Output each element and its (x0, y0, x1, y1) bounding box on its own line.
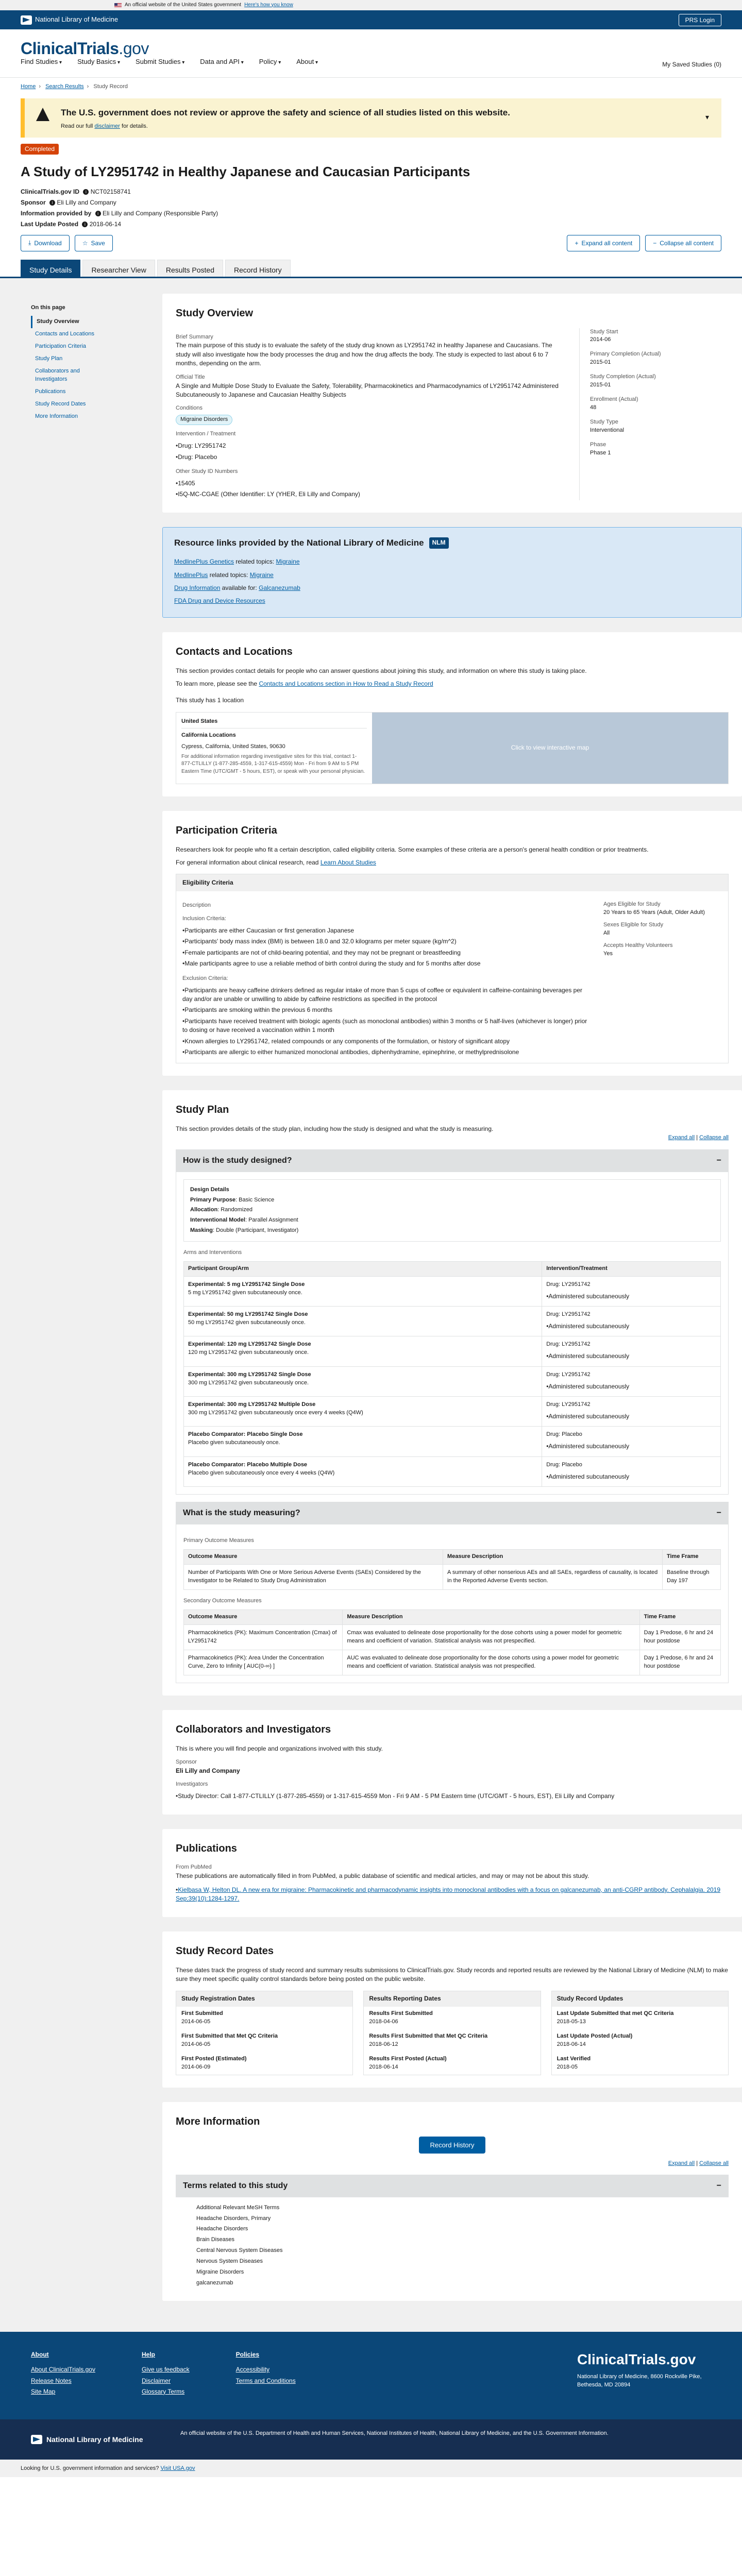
us-flag-icon (114, 3, 122, 8)
sidebar-item-publications[interactable]: Publications (35, 388, 66, 395)
sidebar-item-collaborators[interactable]: Collaborators and Investigators (35, 368, 80, 383)
main-nav (21, 57, 318, 67)
chevron-down-icon[interactable]: ▾ (705, 112, 709, 121)
plan-intro: This section provides details of the study plan, including how the study is designed and what the study is measuring. (176, 1125, 494, 1133)
nlm-tag: NLM (429, 537, 449, 548)
resource-link[interactable]: MedlinePlus Genetics (174, 558, 234, 566)
footer-link[interactable]: Site Map (31, 2387, 56, 2395)
plan-expand-all[interactable]: Expand all (668, 1134, 695, 1141)
footer-about: About About ClinicalTrials.gov Release Notes Site Map (31, 2349, 95, 2402)
official-title: A Single and Multiple Dose Study to Evaluate the Safety, Tolerability, Pharmacokinetics and Pharmacodynamics of LY2951742 Administered Subcutaneously to Japanese and Caucasian Healthy Subjects (176, 382, 559, 398)
study-title: A Study of LY2951742 in Healthy Japanese and Caucasian Participants (21, 164, 470, 180)
list-item: • Participants are either Caucasian or first generation Japanese (182, 925, 593, 936)
list-item: • Participants are allergic to either humanized monoclonal antibodies, diphenhydramine, epinephrine, or methylprednisolone (182, 1047, 593, 1058)
tab-record-history[interactable]: Record History (225, 260, 291, 277)
collaborators-section: Collaborators and Investigators This is where you will find people and organizations involved with this study. Sponsor Eli Lilly and Company Investigators • Study Director: Call 1-877-CTLILLY (1-877-285-4559) or 1-317-615-4559 Mon - Fri 9 AM - 5 PM Eastern time (UTC/GMT - 5 hours, EST), Eli Lilly and Company (162, 1710, 742, 1815)
table-row: Experimental: 50 mg LY2951742 Single Dose 50 mg LY2951742 given subcutaneously once. Drug: LY2951742 • Administered subcutaneously (184, 1307, 721, 1336)
tab-results-posted[interactable]: Results Posted (157, 260, 223, 277)
terms-accordion-header[interactable]: Terms related to this study − (176, 2175, 729, 2197)
footer-link[interactable]: Give us feedback (141, 2366, 190, 2374)
bookmark-icon: ☆ (82, 239, 88, 247)
save-button[interactable]: ☆ Save (75, 235, 113, 251)
other-ids-list (176, 478, 564, 500)
healthy-value: Yes (603, 950, 613, 957)
arms-table: Participant Group/Arm Intervention/Treatment Experimental: 5 mg LY2951742 Single Dose 5 mg LY2951742 given subcutaneously once. Drug: LY2951742 • Administered subcutaneously Experimental: 50 mg LY2951742 Single Dose 50 mg LY2951742 given subcutaneously once. Drug: LY2951742 • Administered subcutaneously Experimental: 120 mg LY2951742 Single Dose 120 mg LY2951742 given subcutaneously once. Drug: LY2951742 • Administered subcutaneously Experimental: 300 mg LY2951742 Single Dose 300 mg LY2951742 given subcutaneously once. Drug: LY2951742 • Administered subcutaneously Experimental: 300 mg LY2951742 Multiple Dose 300 mg LY2951742 given subcutaneously once every 4 weeks (Q4W) Drug: LY2951742 • Administered subcutaneously Placebo Comparator: Placebo Single Dose Placebo given subcutaneously once. Drug: Placebo • Administered subcutaneously Placebo Comparator: Placebo Multiple Dose Placebo given subcutaneously once every 4 weeks (Q4W) Drug: Placebo • Administered subcutaneously (183, 1261, 721, 1487)
measure-accordion-body: Primary Outcome Measures Outcome Measure Measure Description Time Frame Number of Participants With One or More Serious Adverse Events (SAEs) Considered by the Investigator to be Related to Study Drug Administration A summary of other nonserious AEs and all SAEs, regardless of causality, is located in the Reported Adverse Events section. Baseline through Day 197 Secondary Outcome Measures Outcome Measure Measure Description Time Frame Pharmacokinetics (PK): Maximum Concentration (Cmax) of LY2951742 Cmax was evaluated to delineate dose proportionality for the dose cohorts using a power model for geometric means and coefficient of variation. Statistical analysis was not prespecified. Day 1 Predose, 6 hr and 24 hour postdose Pharmacokinetics (PK): Area Under the Concentration Curve, Zero to Infinity [ AUC(0-∞) ] AUC was evaluated to delineate dose proportionality for the dose cohorts using a power model for geometric means and coefficient of variation. Statistical analysis was not prespecified. Day 1 Predose, 6 hr and 24 hour postdose (176, 1524, 729, 1683)
participation-general: For general information about clinical research, read Learn About Studies (176, 859, 376, 867)
list-item: • 15405 (176, 478, 564, 489)
breadcrumb: Home › Search Results › Study Record (21, 83, 128, 90)
interactive-map[interactable] (372, 713, 728, 784)
site-logo-gov: .gov (119, 39, 149, 58)
design-accordion-header[interactable]: How is the study designed? − (176, 1149, 729, 1172)
breadcrumb-home[interactable]: Home (21, 83, 36, 90)
study-last-update: 2018-06-14 (89, 220, 122, 228)
warning-icon (36, 108, 49, 121)
contacts-section (162, 632, 742, 796)
fact-label: Study Start (590, 328, 618, 335)
results-dates: Results Reporting Dates Results First Submitted 2018-04-06 Results First Submitted that Met QC Criteria 2018-06-12 Results First Posted (Actual) 2018-06-14 (363, 1991, 541, 2075)
inclusion-list (182, 925, 593, 970)
section-heading: Collaborators and Investigators (176, 1723, 331, 1735)
table-row: Pharmacokinetics (PK): Maximum Concentration (Cmax) of LY2951742 Cmax was evaluated to delineate dose proportionality for the dose cohorts using a power model for geometric means and coefficient of variation. Statistical analysis was not prespecified. Day 1 Predose, 6 hr and 24 hour postdose (184, 1624, 721, 1650)
info-icon[interactable]: i (83, 189, 89, 195)
sexes-value: All (603, 930, 610, 937)
study-info-provider: Eli Lilly and Company (Responsible Party) (103, 209, 218, 217)
record-history-button[interactable]: Record History (419, 2137, 486, 2154)
footer-nlm-logo[interactable]: National Library of Medicine (31, 2428, 160, 2451)
section-heading: Study Plan (176, 1104, 229, 1116)
contacts-learn-link[interactable]: Contacts and Locations section in How to Read a Study Record (259, 680, 433, 688)
locations-panel (176, 712, 729, 784)
footer-link[interactable]: Disclaimer (141, 2377, 171, 2384)
usa-gov-link[interactable]: Visit USA.gov (160, 2465, 195, 2471)
footer-brand (577, 2349, 711, 2389)
conditions-label: Conditions (176, 405, 203, 412)
usa-gov-strip: Looking for U.S. government information and services? Visit USA.gov (0, 2460, 742, 2477)
exclusion-list (182, 985, 593, 1058)
status-badge: Completed (21, 144, 59, 155)
brief-summary-label: Brief Summary (176, 333, 213, 340)
terms-list: Additional Relevant MeSH Terms Headache Disorders, Primary Headache Disorders Brain Diseases Central Nervous System Diseases Nervous System Diseases Migraine Disorders galcanezumab (196, 2204, 283, 2286)
info-icon[interactable]: i (95, 211, 101, 216)
breadcrumb-current: Study Record (93, 83, 128, 90)
table-row: Number of Participants With One or More Serious Adverse Events (SAEs) Considered by the Investigator to be Related to Study Drug Administration A summary of other nonserious AEs and all SAEs, regardless of causality, is located in the Reported Adverse Events section. Baseline through Day 197 (184, 1565, 721, 1590)
alert-title: The U.S. government does not review or approve the safety and science of all studies listed on this website. (61, 107, 510, 117)
tab-study-details[interactable]: Study Details (21, 260, 80, 277)
contacts-intro: This section provides contact details for people who can answer questions about joining this study, and information on where this study is taking place. (176, 667, 587, 674)
footer-address: National Library of Medicine, 8600 Rockville Pike, Bethesda, MD 20894 (577, 2374, 702, 2388)
participation-section (162, 811, 742, 1076)
publication-link[interactable]: • Kielbasa W, Helton DL. A new era for migraine: Pharmacokinetic and pharmacodynamic insights into monoclonal antibodies with a focus on galcanezumab, an anti-CGRP antibody. Cephalalgia. 2019 Sep;39(10):1284-1297. (176, 1885, 729, 1905)
list-item: • Participants are smoking within the previous 6 months (182, 1005, 593, 1015)
disclaimer-alert[interactable] (21, 98, 721, 138)
nlm-logo[interactable] (21, 15, 118, 25)
section-heading: More Information (176, 2115, 260, 2127)
section-heading: Study Record Dates (176, 1945, 274, 1957)
gov-banner-text: An official website of the United States government (125, 2, 242, 8)
design-details: Design Details Primary Purpose: Basic Science Allocation: Randomized Interventional Model: Parallel Assignment Masking: Double (Participant, Investigator) (183, 1179, 721, 1242)
expand-all-button[interactable]: + Expand all content (567, 235, 640, 251)
more-expand-all[interactable]: Expand all (668, 2160, 695, 2166)
sidebar-item-more-info[interactable]: More Information (35, 413, 78, 419)
official-title-label: Official Title (176, 374, 205, 380)
table-row: Experimental: 120 mg LY2951742 Single Dose 120 mg LY2951742 given subcutaneously once. Drug: LY2951742 • Administered subcutaneously (184, 1336, 721, 1366)
gov-banner-how-link[interactable]: Here's how you know (244, 2, 293, 8)
footer-link[interactable]: About ClinicalTrials.gov (31, 2366, 95, 2374)
footer-help: Help Give us feedback Disclaimer Glossary Terms (142, 2349, 190, 2402)
main-content (162, 294, 742, 2301)
prs-login-button[interactable]: PRS Login (679, 14, 721, 26)
plan-collapse-all[interactable]: Collapse all (699, 1134, 729, 1141)
download-icon: ⤓ (28, 239, 31, 247)
resource-row: Drug Information available for: Galcanezumab (174, 584, 300, 592)
location-country: United States (181, 718, 367, 728)
fact-label: Study Completion (Actual) (590, 374, 656, 380)
nav-study-basics[interactable]: Study Basics ▾ (77, 57, 120, 67)
fact-value: Phase 1 (590, 449, 611, 456)
site-header (0, 29, 742, 78)
fact-value: 2014-06 (590, 336, 611, 343)
nlm-logo-icon (31, 2435, 42, 2444)
list-item: • Drug: Placebo (176, 452, 564, 463)
resources-title: Resource links provided by the National Library of Medicine NLM (174, 537, 730, 550)
location-site: Cypress, California, United States, 90630 (181, 743, 285, 750)
list-item: • Female participants are not of child-bearing potential, and they may not be pregnant or breastfeeding (182, 947, 593, 958)
update-dates: Study Record Updates Last Update Submitted that met QC Criteria 2018-05-13 Last Update Posted (Actual) 2018-06-14 Last Verified 2018-05 (551, 1991, 729, 2075)
other-ids-label: Other Study ID Numbers (176, 468, 238, 474)
publications-section: Publications From PubMed These publications are automatically filled in from PubMed, a public database of scientific and medical articles, and may or may not be about this study. • Kielbasa W, Helton DL. A new era for migraine: Pharmacokinetic and pharmacodynamic insights into monoclonal antibodies with a focus on galcanezumab, an anti-CGRP antibody. Cephalalgia. 2019 Sep;39(10):1284-1297. (162, 1829, 742, 1917)
nlm-strip (0, 10, 742, 29)
nav-policy[interactable]: Policy ▾ (259, 57, 281, 67)
footer (0, 2332, 742, 2419)
brief-summary: The main purpose of this study is to evaluate the safety of the study drug known as LY2951742 in healthy Japanese and Caucasians. The study will also investigate how the body processes the drug and how the drug affects the body. The study is expected to last about 6 to 7 months, depending on the arm. (176, 342, 552, 367)
study-plan-section: Study Plan This section provides details of the study plan, including how the study is designed and what the study is measuring. Expand all | Collapse all How is the study designed? − Design Details Primary Purpose: Basic Science Allocation: Randomized Interventional Model: Parallel Assignment Masking: Double (Participant, Investigator) Arms and Interventions Participant Group/Arm Intervention/Treatment Experimental: 5 mg LY2951742 Single Dose 5 mg LY2951742 given subcutaneously once. Drug: LY2951742 • Administered subcutaneously Experimental: 50 mg LY2951742 Single Dose 50 mg LY2951742 given subcutaneously once. Drug: LY2951742 • Administered subcutaneously Experimental: 120 mg LY2951742 Single Dose 120 mg LY2951742 given subcutaneously once. Drug: LY2951742 • Administered subcutaneously Experimental: 300 mg LY2951742 Single Dose 300 mg LY2951742 given subcutaneously once. Drug: LY2951742 • Administered subcutaneously Experimental: 300 mg LY2951742 Multiple Dose 300 mg LY2951742 given subcutaneously once every 4 weeks (Q4W) Drug: LY2951742 • Administered subcutaneously Placebo Comparator: Placebo Single Dose Placebo given subcutaneously once. Drug: Placebo • Administered subcutaneously Placebo Comparator: Placebo Multiple Dose Placebo given subcutaneously once every 4 weeks (Q4W) Drug: Placebo • Administered subcutaneously What is the study measuring? − Primary Outcome Measures Outcome Measure Measure Description Time Frame Number of Participants With One or More Serious Adverse Events (SAEs) Considered by the Investigator to be Related to Study Drug Administration A summary of other nonserious AEs and all SAEs, regardless of causality, is located in the Reported Adverse Events section. Baseline through Day 197 Secondary Outcome Measures Outcome Measure Measure Description Time Frame Pharmacokinetics (PK): Maximum Concentration (Cmax) of LY2951742 Cmax was evaluated to delineate dose proportionality for the dose cohorts using a power model for geometric means and coefficient of variation. Statistical analysis was not prespecified. Day 1 Predose, 6 hr and 24 hour postdose Pharmacokinetics (PK): Area Under the Concentration Curve, Zero to Infinity [ AUC(0-∞) ] AUC was evaluated to delineate dose proportionality for the dose cohorts using a power model for geometric means and coefficient of variation. Statistical analysis was not prespecified. Day 1 Predose, 6 hr and 24 hour postdose (162, 1090, 742, 1695)
more-info-section: More Information Record History Expand all | Collapse all Terms related to this study − Additional Relevant MeSH Terms Headache Disorders, Primary Headache Disorders Brain Diseases Central Nervous System Diseases Nervous System Diseases Migraine Disorders galcanezumab (162, 2102, 742, 2301)
nav-submit-studies[interactable]: Submit Studies ▾ (136, 57, 184, 67)
section-heading: Contacts and Locations (176, 646, 293, 657)
nav-data-api[interactable]: Data and API ▾ (200, 57, 243, 67)
eligibility-facts: Ages Eligible for Study 20 Years to 65 Years (Adult, Older Adult) Sexes Eligible for Study All Accepts Healthy Volunteers Yes (603, 896, 722, 1058)
list-item: • Drug: LY2951742 (176, 440, 564, 451)
page-sidebar (0, 294, 95, 2301)
secondary-outcomes-table: Outcome Measure Measure Description Time Frame Pharmacokinetics (PK): Maximum Concentration (Cmax) of LY2951742 Cmax was evaluated to delineate dose proportionality for the dose cohorts using a power model for geometric means and coefficient of variation. Statistical analysis was not prespecified. Day 1 Predose, 6 hr and 24 hour postdose Pharmacokinetics (PK): Area Under the Concentration Curve, Zero to Infinity [ AUC(0-∞) ] AUC was evaluated to delineate dose proportionality for the dose cohorts using a power model for geometric means and coefficient of variation. Statistical analysis was not prespecified. Day 1 Predose, 6 hr and 24 hour postdose (183, 1609, 721, 1675)
section-heading: Study Overview (176, 307, 254, 319)
nlm-name: National Library of Medicine (35, 15, 119, 24)
footer-policies: Policies Accessibility Terms and Conditions (236, 2349, 296, 2402)
breadcrumb-search-results[interactable]: Search Results (45, 83, 84, 90)
footer-link[interactable]: Accessibility (235, 2366, 270, 2374)
nlm-logo-icon (21, 15, 32, 25)
list-item: • Participants' body mass index (BMI) is between 18.0 and 32.0 kilograms per meter square (kg/m^2) (182, 936, 593, 947)
site-logo-main: ClinicalTrials (21, 39, 119, 58)
info-icon[interactable]: i (49, 200, 55, 206)
table-row: Experimental: 300 mg LY2951742 Single Dose 300 mg LY2951742 given subcutaneously once. Drug: LY2951742 • Administered subcutaneously (184, 1366, 721, 1396)
contacts-learn: To learn more, please see the Contacts and Locations section in How to Read a Study Record (176, 680, 433, 688)
location-site-contact: For additional information regarding investigative sites for this trial, contact 1-877-CTLILLY (1-877-285-4559, 1-317-615-4559) Mon - Fri from 9 AM to 5 PM Eastern Time (UTC/GMT - 5 hours, EST), or speak with your personal physician. (181, 753, 365, 774)
tab-researcher-view[interactable]: Researcher View (82, 260, 155, 277)
minus-icon: − (716, 1156, 721, 1165)
resource-row: MedlinePlus Genetics related topics: Migraine (174, 558, 300, 566)
footer-link[interactable]: Glossary Terms (141, 2387, 185, 2395)
footer-link[interactable]: Terms and Conditions (235, 2377, 296, 2384)
location-list (176, 713, 372, 784)
sidebar-item-study-plan[interactable]: Study Plan (35, 355, 63, 362)
minus-icon: − (653, 239, 657, 247)
collab-sponsor: Eli Lilly and Company (176, 1767, 240, 1774)
footer-link[interactable]: Release Notes (31, 2377, 72, 2384)
map-label: Click to view interactive map (511, 744, 589, 752)
investigator-item: • Study Director: Call 1-877-CTLILLY (1-877-285-4559) or 1-317-615-4559 Mon - Fri 9 AM - 5 PM Eastern time (UTC/GMT - 5 hours, EST), Eli Lilly and Company (176, 1791, 729, 1802)
minus-icon: − (716, 1508, 721, 1517)
eligibility-table: Eligibility Criteria Description Inclusion Criteria: • Participants are either Caucasian or first generation Japanese • Participants' body mass index (BMI) is between 18.0 and 32.0 kilograms per meter square (kg/m^2) • Female participants are not of child-bearing potential, and they may not be pregnant or breastfeeding • Male participants agree to use a reliable method of birth control during the study and for 5 months after dose Exclusion Criteria: • Participants are heavy caffeine drinkers defined as regular intake of more than 5 cups of coffee or equivalent in caffeine-containing beverages per day and/or are unable or unwilling to abide by caffeine restrictions as specified in the protocol • Participants are smoking within the previous 6 months • Participants have received treatment with biologic agents (such as monoclonal antibodies) within 3 months or 5 half-lives (whichever is longer) prior to dosing or have received a vaccination within 1 month • Known allergies to LY2951742, related compounds or any components of the formulation, or history of significant atopy • Participants are allergic to either humanized monoclonal antibodies, diphenhydramine, epinephrine, or methylprednisolone Ages Eligible for Study 20 Years to 65 Years (Adult, Older Adult) Sexes Eligible for Study All Accepts Healthy Volunteers Yes (176, 874, 729, 1064)
fact-value: 48 (590, 404, 597, 411)
content-layout (0, 278, 742, 2332)
list-item: • Male participants agree to use a reliable method of birth control during the study and for 5 months after dose (182, 958, 593, 969)
interventions-label: Intervention / Treatment (176, 431, 236, 437)
fact-value: 2015-01 (590, 382, 611, 388)
study-facts (579, 328, 729, 500)
location-count: This study has 1 location (176, 696, 244, 704)
section-heading: Participation Criteria (176, 825, 277, 837)
fact-value: Interventional (590, 427, 625, 433)
resource-row: MedlinePlus related topics: Migraine (174, 571, 274, 579)
inclusion-label: Inclusion Criteria: (182, 916, 226, 922)
resource-topic-link[interactable]: Galcanezumab (259, 584, 300, 592)
resource-row (174, 595, 730, 607)
saved-studies-link[interactable]: My Saved Studies (0) (662, 61, 721, 68)
more-collapse-all[interactable]: Collapse all (699, 2160, 729, 2166)
fact-label: Phase (590, 441, 606, 448)
study-overview-section (162, 294, 742, 513)
resource-link[interactable]: FDA Drug and Device Resources (174, 597, 265, 605)
resource-topic-link[interactable]: Migraine (249, 571, 274, 579)
footer-bottom-text: An official website of the U.S. Department of Health and Human Services, National Institutes of Health, National Library of Medicine, and the U.S. Government Information. (180, 2430, 609, 2436)
primary-outcomes-table: Outcome Measure Measure Description Time Frame Number of Participants With One or More Serious Adverse Events (SAEs) Considered by the Investigator to be Related to Study Drug Administration A summary of other nonserious AEs and all SAEs, regardless of causality, is located in the Reported Adverse Events section. Baseline through Day 197 (183, 1549, 721, 1590)
alert-text: Read our full disclaimer for details. (61, 123, 148, 129)
learn-about-studies-link[interactable]: Learn About Studies (320, 859, 376, 867)
disclaimer-link[interactable]: disclaimer (94, 123, 120, 129)
design-accordion-body: Design Details Primary Purpose: Basic Science Allocation: Randomized Interventional Model: Parallel Assignment Masking: Double (Participant, Investigator) Arms and Interventions Participant Group/Arm Intervention/Treatment Experimental: 5 mg LY2951742 Single Dose 5 mg LY2951742 given subcutaneously once. Drug: LY2951742 • Administered subcutaneously Experimental: 50 mg LY2951742 Single Dose 50 mg LY2951742 given subcutaneously once. Drug: LY2951742 • Administered subcutaneously Experimental: 120 mg LY2951742 Single Dose 120 mg LY2951742 given subcutaneously once. Drug: LY2951742 • Administered subcutaneously Experimental: 300 mg LY2951742 Single Dose 300 mg LY2951742 given subcutaneously once. Drug: LY2951742 • Administered subcutaneously Experimental: 300 mg LY2951742 Multiple Dose 300 mg LY2951742 given subcutaneously once every 4 weeks (Q4W) Drug: LY2951742 • Administered subcutaneously Placebo Comparator: Placebo Single Dose Placebo given subcutaneously once. Drug: Placebo • Administered subcutaneously Placebo Comparator: Placebo Multiple Dose Placebo given subcutaneously once every 4 weeks (Q4W) Drug: Placebo • Administered subcutaneously (176, 1172, 729, 1495)
record-dates-grid (176, 1991, 729, 2075)
nav-about[interactable]: About ▾ (296, 57, 318, 67)
exclusion-label: Exclusion Criteria: (182, 975, 228, 981)
measure-accordion-header[interactable]: What is the study measuring? − (176, 1502, 729, 1524)
study-sponsor: Eli Lilly and Company (57, 198, 116, 206)
collapse-all-button[interactable]: − Collapse all content (645, 235, 721, 251)
table-row: Pharmacokinetics (PK): Area Under the Concentration Curve, Zero to Infinity [ AUC(0-∞) ] AUC was evaluated to delineate dose proportionality for the dose cohorts using a power model for geometric means and coefficient of variation. Statistical analysis was not prespecified. Day 1 Predose, 6 hr and 24 hour postdose (184, 1650, 721, 1675)
record-tabs (0, 260, 742, 278)
footer-logo[interactable]: ClinicalTrials.gov (577, 2351, 696, 2367)
section-heading: Publications (176, 1842, 237, 1854)
nlm-resources-box (162, 527, 742, 618)
info-icon[interactable]: i (82, 222, 88, 227)
table-row: Placebo Comparator: Placebo Multiple Dose Placebo given subcutaneously once every 4 weeks (Q4W) Drug: Placebo • Administered subcutaneously (184, 1456, 721, 1486)
interventions-list (176, 440, 564, 463)
participation-intro: Researchers look for people who fit a certain description, called eligibility criteria. Some examples of these criteria are a person's general health condition or prior treatments. (176, 846, 649, 854)
fact-label: Enrollment (Actual) (590, 396, 638, 403)
condition-chip[interactable]: Migraine Disorders (176, 415, 232, 425)
fact-label: Primary Completion (Actual) (590, 351, 661, 358)
action-bar (21, 235, 721, 251)
gov-banner (0, 0, 742, 10)
list-item: • Participants have received treatment with biologic agents (such as monoclonal antibodies) within 3 months or 5 half-lives (whichever is longer) prior to dosing or have received a vaccination within 1 month (182, 1016, 593, 1036)
download-button[interactable]: ⤓ Download (21, 235, 70, 251)
eligibility-head: Eligibility Criteria (176, 874, 728, 891)
sidebar-item-participation[interactable]: Participation Criteria (35, 343, 87, 350)
sidebar-item-record-dates[interactable]: Study Record Dates (35, 401, 86, 408)
registration-dates: Study Registration Dates First Submitted 2014-06-05 First Submitted that Met QC Criteria 2014-06-05 First Posted (Estimated) 2014-06-09 (176, 1991, 353, 2075)
sidebar-item-contacts[interactable]: Contacts and Locations (35, 331, 94, 337)
location-state: California Locations (181, 732, 236, 738)
study-meta: ClinicalTrials.gov ID i NCT02158741 Sponsor i Eli Lilly and Company Information provided by i Eli Lilly and Company (Responsible Party) Last Update Posted i 2018-06-14 (21, 188, 218, 228)
list-item: • Known allergies to LY2951742, related compounds or any components of the formulation, or history of significant atopy (182, 1036, 593, 1047)
fact-value: 2015-01 (590, 359, 611, 366)
resource-link[interactable]: MedlinePlus (174, 571, 208, 579)
study-id: NCT02158741 (90, 188, 131, 195)
table-row: Experimental: 5 mg LY2951742 Single Dose 5 mg LY2951742 given subcutaneously once. Drug: LY2951742 • Administered subcutaneously (184, 1276, 721, 1306)
list-item: • Participants are heavy caffeine drinkers defined as regular intake of more than 5 cups of coffee or equivalent in caffeine-containing beverages per day and/or are unable or unwilling to abide by caffeine restrictions as specified in the protocol (182, 985, 593, 1005)
ages-value: 20 Years to 65 Years (Adult, Older Adult) (603, 909, 705, 916)
list-item: • I5Q-MC-CGAE (Other Identifier: LY (YHER, Eli Lilly and Company) (176, 489, 564, 500)
nav-find-studies[interactable]: Find Studies ▾ (21, 57, 62, 67)
sidebar-title: On this page (31, 304, 65, 311)
plus-icon: + (575, 239, 579, 247)
table-row: Placebo Comparator: Placebo Single Dose Placebo given subcutaneously once. Drug: Placebo • Administered subcutaneously (184, 1427, 721, 1456)
resource-topic-link[interactable]: Migraine (276, 558, 300, 566)
fact-label: Study Type (590, 419, 618, 426)
sidebar-item-study-overview[interactable]: Study Overview (31, 316, 95, 328)
resource-link[interactable]: Drug Information (174, 584, 221, 592)
footer-bottom (0, 2419, 742, 2460)
record-dates-section: Study Record Dates These dates track the progress of study record and summary results submissions to ClinicalTrials.gov. Study records and reported results are reviewed by the National Library of Medicine (NLM) to make sure they meet specific quality control standards before being posted on the public website. Study Registration Dates First Submitted 2014-06-05 First Submitted that Met QC Criteria 2014-06-05 First Posted (Estimated) 2014-06-09 Results Reporting Dates Results First Submitted 2018-04-06 Results First Submitted that Met QC Criteria 2018-06-12 Results First Posted (Actual) 2018-06-14 Study Record Updates Last Update Submitted that met QC Criteria 2018-05-13 Last Update Posted (Actual) 2018-06-14 Last Verified 2018-05 (162, 1931, 742, 2088)
minus-icon: − (716, 2181, 721, 2191)
table-row: Experimental: 300 mg LY2951742 Multiple Dose 300 mg LY2951742 given subcutaneously once every 4 weeks (Q4W) Drug: LY2951742 • Administered subcutaneously (184, 1397, 721, 1427)
